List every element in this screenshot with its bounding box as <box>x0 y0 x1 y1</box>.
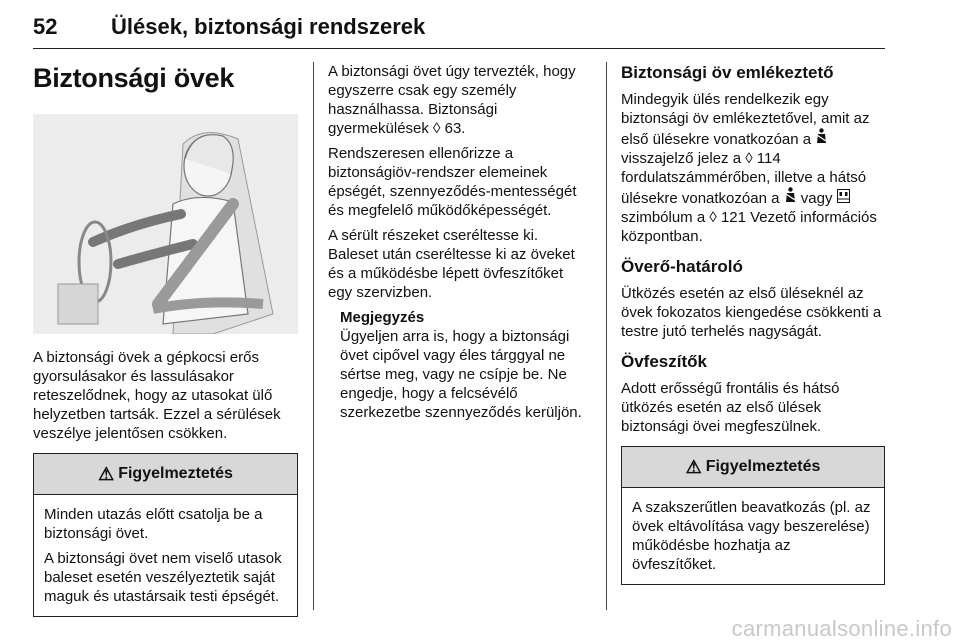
reminder-title: Biztonsági öv emlékeztető <box>621 63 834 82</box>
page-header <box>33 8 885 49</box>
limiter-text: Ütközés esetén az első üléseknél az övek fokozatos kiengedése csökkenti a testre jutó terhelés nagyságát. <box>621 285 882 340</box>
note-text: Ügyeljen arra is, hogy a biztonsági övet cipővel vagy éles tárggyal ne sértse meg, vagy ne csípje be. Ne engedje, hogy a felcsévélő szerkezetbe szennyeződés kerüljön. <box>340 328 582 421</box>
warning-box-2 <box>621 446 885 585</box>
reminder-text-b: visszajelző jelez a ◊ 114 fordulatszámmérőben, illetve a hátsó ülésekre vonatkozóan a <box>621 150 867 207</box>
driver-seatbelt-drawing <box>33 114 298 334</box>
reminder-text <box>621 90 885 246</box>
reminder-text-a: Mindegyik ülés rendelkezik egy biztonsági öv emlékeztetővel, amit az első ülésekre vonatkozóan a <box>621 91 870 148</box>
paragraph-replace: A sérült részeket cseréltesse ki. Baleset után cseréltesse ki az öveket és a működésbe lépett övfeszítőket egy szervizben. <box>328 227 575 301</box>
seatbelt-illustration <box>33 114 298 334</box>
section-title: Biztonsági övek <box>33 63 235 93</box>
pretensioner-title: Övfeszítők <box>621 352 707 371</box>
seatbelt-person-icon <box>815 128 828 149</box>
limiter-title: Överő-határoló <box>621 257 743 276</box>
pretensioner-text: Adott erősségű frontális és hátsó ütközés esetén az első ülések biztonsági övei megfeszülnek. <box>621 380 840 435</box>
column-divider-2 <box>606 62 607 610</box>
warning-title-2: Figyelmeztetés <box>705 458 821 475</box>
warning-icon-2: ⚠ <box>685 456 702 477</box>
seatbelt-person-icon-rear <box>784 187 797 208</box>
note-box <box>340 308 590 422</box>
column-divider-1 <box>313 62 314 610</box>
column-2 <box>328 62 590 428</box>
page-number: 52 <box>33 14 58 39</box>
warning-header-2 <box>622 447 884 488</box>
reminder-text-d: szimbólum a ◊ 121 Vezető információs központban. <box>621 209 877 245</box>
warning-body <box>34 495 297 616</box>
warning-text-3: A szakszerűtlen beavatkozás (pl. az övek eltávolítása vagy beszerelése) működésbe hozhatja az övfeszítőket. <box>632 499 871 573</box>
warning-title: Figyelmeztetés <box>118 465 233 482</box>
warning-text-2: A biztonsági övet nem viselő utasok baleset esetén veszélyeztetik saját maguk és utastársaik testi épségét. <box>44 550 282 605</box>
warning-header <box>34 454 297 495</box>
column-1 <box>33 62 298 617</box>
warning-icon: ⚠ <box>98 463 115 484</box>
reminder-text-c: vagy <box>800 190 833 207</box>
note-title: Megjegyzés <box>340 309 425 326</box>
rear-seats-icon <box>837 189 850 208</box>
watermark: carmanualsonline.info <box>731 616 952 641</box>
intro-text: A biztonsági övek a gépkocsi erős gyorsulásakor és lassulásakor reteszelődnek, hogy az utasokat ülő helyzetben tartsák. Ezzel a sérülések veszélye jelentősen csökken. <box>33 349 281 442</box>
chapter-title: Ülések, biztonsági rendszerek <box>111 14 426 39</box>
warning-text-1: Minden utazás előtt csatolja be a biztonsági övet. <box>44 506 263 542</box>
warning-body-2 <box>622 488 884 584</box>
warning-box-1 <box>33 453 298 617</box>
paragraph-usage: A biztonsági övet úgy tervezték, hogy egyszerre csak egy személy használhassa. Biztonsági gyermekülések ◊ 63. <box>328 63 576 137</box>
paragraph-check: Rendszeresen ellenőrizze a biztonságiöv-rendszer elemeinek épségét, szennyeződés-mentességét és megfelelő működőképességét. <box>328 145 577 219</box>
column-3 <box>621 62 885 585</box>
